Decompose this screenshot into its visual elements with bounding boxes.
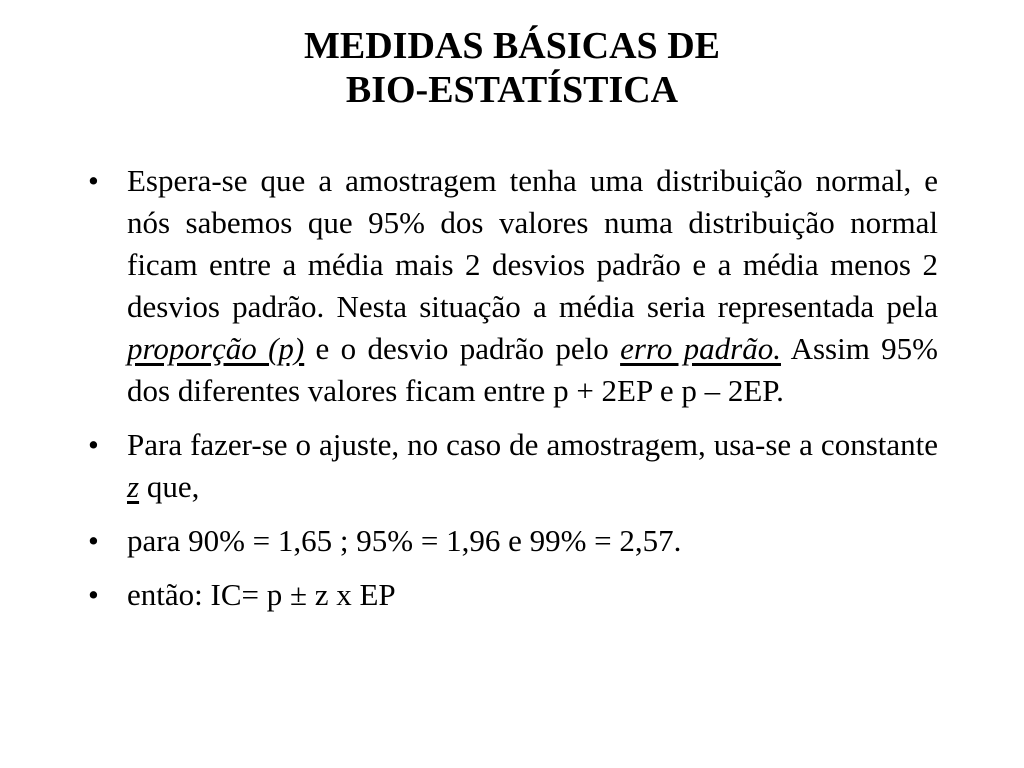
bullet-icon: • (88, 427, 99, 462)
bullet-text: Para fazer-se o ajuste, no caso de amostragem, usa-se a constante (127, 427, 938, 462)
bullet-icon: • (88, 523, 99, 558)
bullet-item-adjustment (88, 424, 938, 508)
title-line-2: BIO-ESTATÍSTICA (345, 69, 679, 111)
standard-error-term: erro padrão. (620, 331, 781, 366)
bullet-text: Assim 95% dos diferentes valores ficam entre p + 2EP e p – 2EP. (127, 331, 938, 408)
z-constant-term: z (127, 469, 140, 504)
bullet-text: então: IC= p ± z x EP (127, 577, 396, 612)
slide-title (0, 24, 1024, 112)
bullet-item-normal-distribution (88, 160, 938, 412)
title-line-1: MEDIDAS BÁSICAS DE (304, 25, 720, 67)
bullet-text: para 90% = 1,65 ; 95% = 1,96 e 99% = 2,57. (127, 523, 682, 558)
bullet-text: e o desvio padrão pelo (304, 331, 621, 366)
bullet-item-z-values (88, 520, 938, 562)
proportion-term: proporção (p) (127, 331, 305, 366)
bullet-text: Espera-se que a amostragem tenha uma distribuição normal, e nós sabemos que 95% dos valores numa distribuição normal ficam entre a média mais 2 desvios padrão e a média menos 2 desvios padrão. Nesta situação a média seria representada pela (127, 163, 938, 324)
bullet-list (88, 160, 938, 616)
bullet-icon: • (88, 577, 99, 612)
bullet-icon: • (88, 163, 99, 198)
bullet-item-confidence-interval (88, 574, 938, 616)
bullet-text: que, (139, 469, 200, 504)
